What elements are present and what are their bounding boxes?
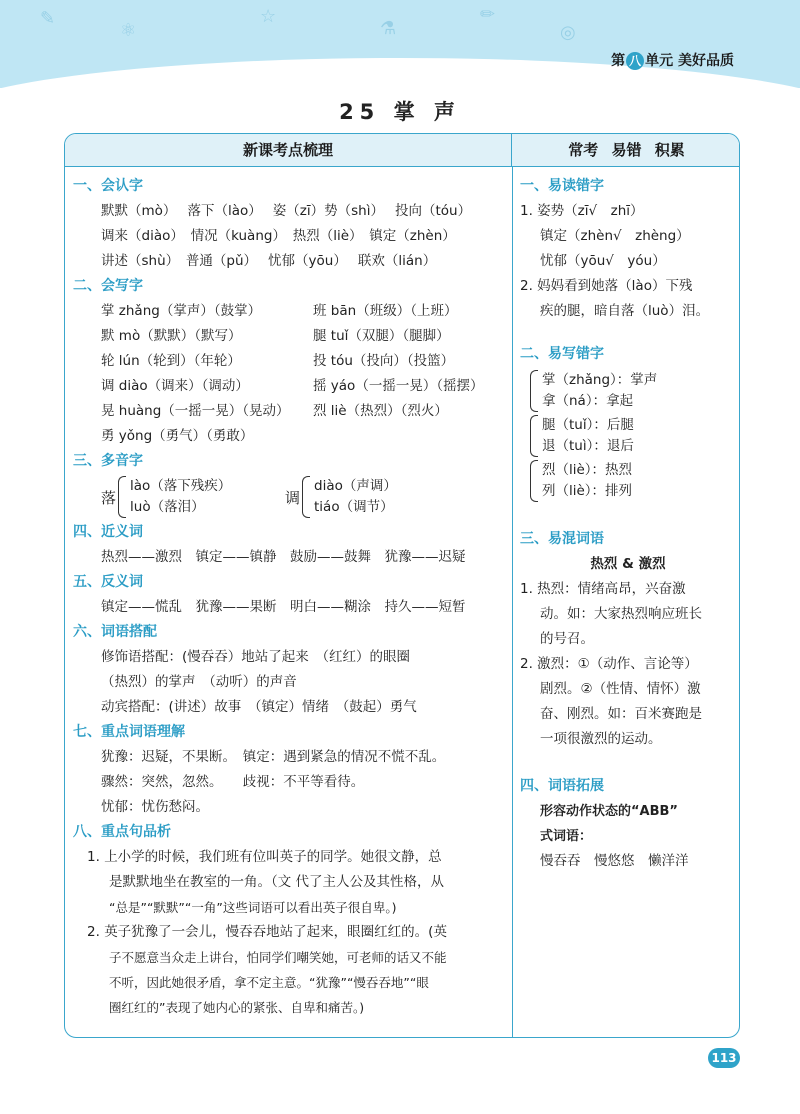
text-line: 剧烈。②（性情、情怀）激 (540, 681, 701, 697)
text-line: 忧郁（yōu√ yóu） (540, 253, 666, 269)
char-entry: 晃 huàng（一摇一晃）（晃动） (101, 403, 290, 419)
char-entry: 腿 tuǐ（双腿）（腿脚） (313, 328, 450, 344)
text-line: 调来（diào） 情况（kuàng） 热烈（liè） 镇定（zhèn） (101, 228, 456, 244)
polyphone-readings (130, 476, 231, 518)
column-divider (512, 167, 513, 1038)
sentence-line: 圈红红的”表现了她内心的紧张、自卑和痛苦。) (109, 1000, 365, 1015)
text-line: 一项很激烈的运动。 (540, 731, 662, 747)
text-line: 奋、刚烈。如：百米赛跑是 (540, 706, 702, 722)
confusable-item: 拿（ná）：拿起 (542, 393, 634, 409)
text-line: （热烈）的掌声 （动听）的声音 (101, 674, 297, 690)
content-frame (64, 133, 740, 1038)
polyphone-group (285, 476, 397, 518)
section-heading: 六、词语搭配 (73, 624, 157, 640)
confusable-group (520, 370, 736, 412)
section-heading: 五、反义词 (73, 574, 143, 590)
confusable-group (520, 415, 736, 457)
char-entry: 烈 liè（热烈）（烈火） (313, 403, 448, 419)
book-doodle-icon: ✎ (40, 8, 56, 29)
text-line: 镇定（zhèn√ zhèng） (540, 228, 690, 244)
text-line: 2. 妈妈看到她落（lào）下残 (520, 278, 693, 294)
section-heading: 四、词语拓展 (520, 778, 604, 794)
section-heading: 七、重点词语理解 (73, 724, 185, 740)
left-column (73, 174, 505, 1020)
reading: lào（落下残疾） (130, 478, 232, 494)
char-entry: 默 mò（默默）（默写） (101, 328, 242, 344)
confusable-item: 列（liè）：排列 (542, 483, 633, 499)
polyphone-char: 调 (285, 488, 301, 507)
char-entry: 掌 zhǎng（掌声）（鼓掌） (101, 303, 262, 319)
sentence-text: 英子犹豫了一会儿，慢吞吞地站了起来，眼圈红红的。(英 (104, 924, 447, 940)
char-entry: 班 bān（班级）（上班） (313, 303, 458, 319)
text-line: 动。如：大家热烈响应班长 (540, 606, 702, 622)
text-line: 默默（mò） 落下（lào） 姿（zī）势（shì） 投向（tóu） (101, 203, 472, 219)
confusable-items (542, 415, 634, 457)
sentence-line (73, 845, 505, 870)
char-pair-row (73, 349, 505, 374)
polyphone-readings (314, 476, 397, 518)
reading: luò（落泪） (130, 499, 205, 515)
confusable-item: 腿（tuǐ）：后腿 (542, 417, 634, 433)
polyphone-row (73, 474, 505, 520)
flask-doodle-icon: ⚗ (380, 18, 397, 39)
text-line: 1. 热烈：情绪高昂，兴奋激 (520, 581, 686, 597)
left-column-title: 新课考点梳理 (65, 134, 512, 167)
polyphone-char: 落 (101, 488, 117, 507)
section-heading: 一、会认字 (73, 178, 143, 194)
sentence-line: “总是”“默默”“一角”这些词语可以看出英子很自卑。) (109, 900, 397, 915)
globe-doodle-icon: ◎ (560, 22, 576, 43)
text-line: 形容动作状态的“ABB” (540, 804, 678, 819)
section-heading: 一、易读错字 (520, 178, 604, 194)
sentence-line: 不听，因此她很矛盾，拿不定主意。“犹豫”“慢吞吞地”“眼 (109, 975, 429, 990)
char-entry: 轮 lún（轮到）（年轮） (101, 353, 241, 369)
brace-icon (530, 415, 538, 457)
unit-prefix: 第 (611, 53, 626, 69)
reading: diào（声调） (314, 478, 397, 494)
text-line: 镇定——慌乱 犹豫——果断 明白——糊涂 持久——短暂 (101, 599, 466, 615)
char-pair-row (73, 399, 505, 424)
pencil-doodle-icon: ✏ (480, 4, 496, 25)
page-number: 113 (708, 1048, 740, 1068)
section-heading: 三、易混词语 (520, 531, 604, 547)
unit-number: 八 (626, 52, 644, 70)
text-line: 修饰语搭配：(慢吞吞）地站了起来 （红红）的眼圈 (101, 649, 411, 665)
right-column (520, 174, 736, 874)
page-header (0, 0, 800, 88)
text-line: 动宾搭配：(讲述）故事 （镇定）情绪 （鼓起）勇气 (101, 699, 417, 715)
sentence-line: 子不愿意当众走上讲台，怕同学们嘲笑她，可老师的话又不能 (109, 950, 447, 965)
section-heading: 二、易写错字 (520, 346, 604, 362)
unit-suffix: 单元 (645, 53, 674, 69)
char-entry: 勇 yǒng（勇气）（勇敢） (101, 428, 254, 444)
char-pair-row (73, 374, 505, 399)
text-line: 式词语： (540, 829, 593, 844)
text-line: 疾的腿，暗自落（luò）泪。 (540, 303, 710, 319)
atom-doodle-icon: ⚛ (120, 20, 137, 41)
text-line: 慢吞吞 慢悠悠 懒洋洋 (540, 853, 689, 869)
item-number: 1. (87, 849, 100, 865)
text-line: 忧郁：忧伤愁闷。 (101, 799, 209, 815)
brace-icon (530, 460, 538, 502)
brace-icon (302, 476, 310, 518)
brace-icon (530, 370, 538, 412)
char-entry: 调 diào（调来）（调动） (101, 378, 249, 394)
sentence-text: 上小学的时候，我们班有位叫英子的同学。她很文静，总 (104, 849, 442, 865)
section-heading: 八、重点句品析 (73, 824, 171, 840)
lesson-title: 25 掌 声 (339, 100, 461, 124)
confusable-item: 退（tuì）：退后 (542, 438, 634, 454)
reading: tiáo（调节） (314, 499, 394, 515)
text-line: 热烈——激烈 镇定——镇静 鼓励——鼓舞 犹豫——迟疑 (101, 549, 466, 565)
section-heading: 二、会写字 (73, 278, 143, 294)
confusable-group (520, 460, 736, 502)
unit-theme: 美好品质 (678, 53, 734, 69)
char-pair-row (73, 299, 505, 324)
char-pair-row (73, 324, 505, 349)
confusable-item: 烈（liè）：热烈 (542, 462, 633, 478)
star-doodle-icon: ☆ (260, 6, 277, 27)
char-entry: 摇 yáo（一摇一晃）（摇摆） (313, 378, 484, 394)
brace-icon (118, 476, 126, 518)
right-column-title: 常考 易错 积累 (512, 134, 740, 167)
unit-badge (611, 50, 734, 70)
sentence-line (73, 920, 505, 945)
text-line: 2. 激烈：①（动作、言论等） (520, 656, 698, 672)
char-pair-row (73, 424, 505, 449)
text-line: 1. 姿势（zī√ zhī） (520, 203, 644, 219)
sentence-line: 是默默地坐在教室的一角。（文 代了主人公及其性格，从 (109, 874, 445, 890)
section-heading: 四、近义词 (73, 524, 143, 540)
confusable-items (542, 370, 657, 412)
text-line: 骤然：突然，忽然。 歧视：不平等看待。 (101, 774, 365, 790)
polyphone-group (73, 476, 285, 518)
text-line: 讲述（shù） 普通（pǔ） 忧郁（yōu） 联欢（lián） (101, 253, 437, 269)
char-entry: 投 tóu（投向）（投篮） (313, 353, 455, 369)
compare-subtitle: 热烈 & 激烈 (590, 556, 666, 572)
text-line: 犹豫：迟疑，不果断。 镇定：遇到紧急的情况不慌不乱。 (101, 749, 446, 765)
confusable-items (542, 460, 632, 502)
confusable-item: 掌（zhǎng）：掌声 (542, 372, 658, 388)
section-heading: 三、多音字 (73, 453, 143, 469)
item-number: 2. (87, 924, 100, 940)
text-line: 的号召。 (540, 631, 594, 647)
